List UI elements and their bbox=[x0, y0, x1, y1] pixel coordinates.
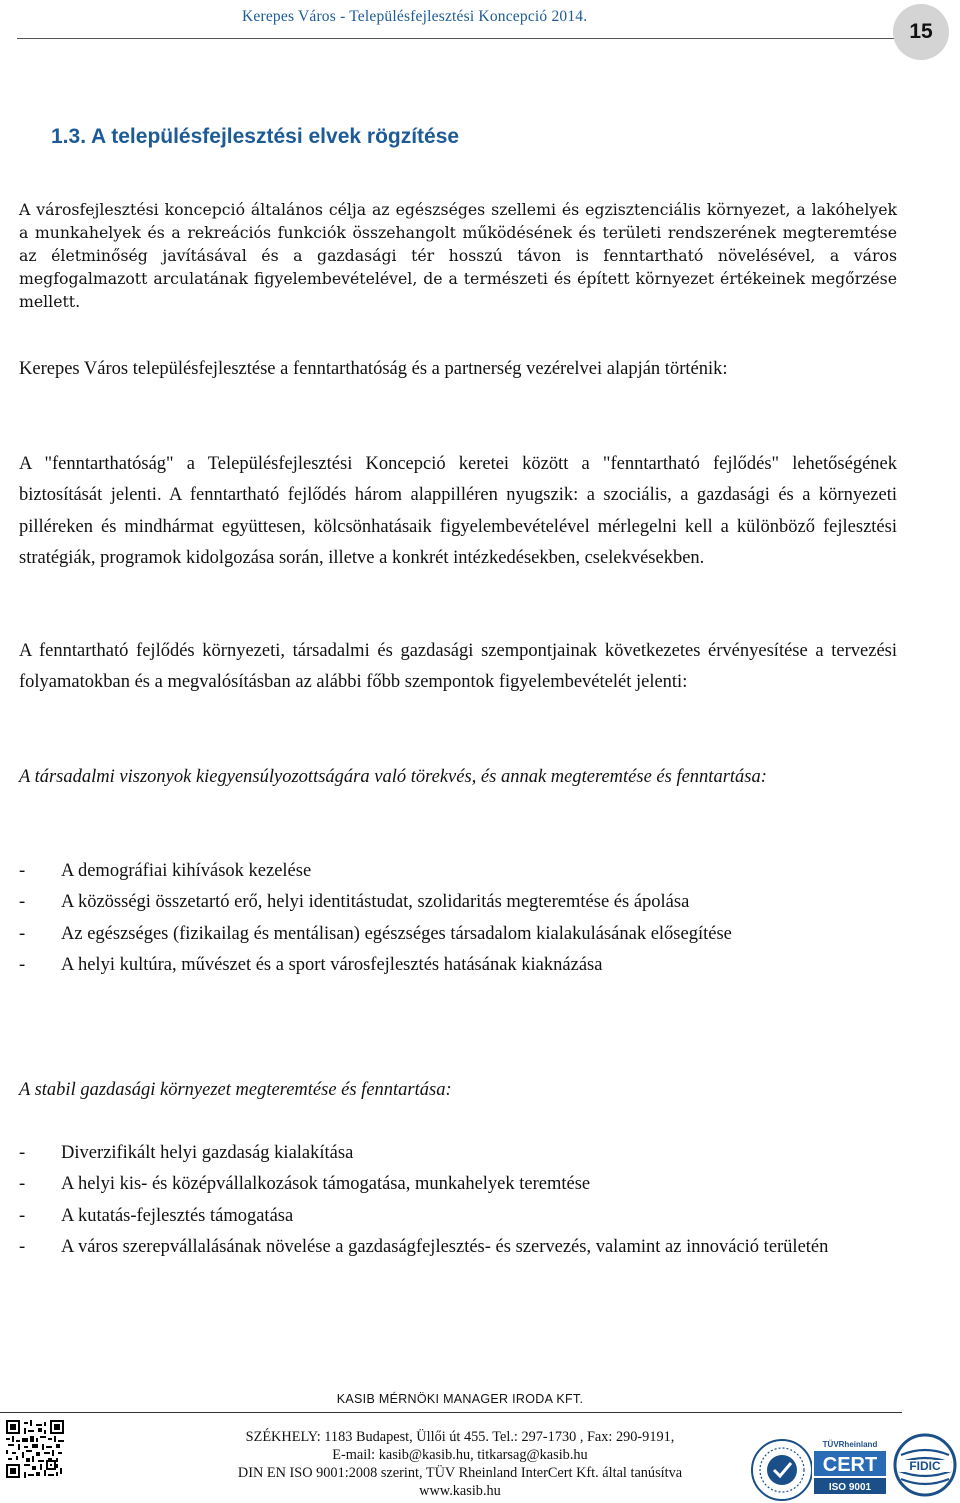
tuv-seal-icon bbox=[750, 1438, 814, 1502]
footer-certification: DIN EN ISO 9001:2008 szerint, TÜV Rheinland InterCert Kft. által tanúsítva bbox=[237, 1465, 683, 1481]
tuv-cert-iso-text: ISO 9001 bbox=[828, 1482, 872, 1493]
header-divider bbox=[17, 38, 897, 39]
footer-company-name: KASIB MÉRNÖKI MANAGER IRODA KFT. bbox=[336, 1392, 584, 1406]
page-footer bbox=[0, 1392, 960, 1503]
principles-paragraph: Kerepes Város településfejlesztése a fenntarthatóság és a partnerség vezérelvei alapján történik: bbox=[19, 359, 728, 379]
list-item: - A helyi kultúra, művészet és a sport városfejlesztés hatásának kiaknázása bbox=[19, 954, 603, 975]
page-number-badge: 15 bbox=[893, 4, 949, 60]
document-header-title: Kerepes Város - Településfejlesztési Koncepció 2014. bbox=[242, 8, 588, 25]
section-title: A településfejlesztési elvek rögzítése bbox=[91, 125, 460, 148]
list-item: - A demográfiai kihívások kezelése bbox=[19, 861, 312, 881]
footer-email: E-mail: kasib@kasib.hu, titkarsag@kasib.hu bbox=[332, 1447, 588, 1463]
footer-website: www.kasib.hu bbox=[419, 1483, 501, 1499]
footer-divider bbox=[0, 1412, 902, 1413]
list-item: - A helyi kis- és középvállalkozások támogatása, munkahelyek teremtése bbox=[19, 1174, 591, 1195]
section-heading bbox=[51, 125, 459, 149]
economic-list bbox=[19, 1138, 897, 1263]
list-item: - Az egészséges (fizikailag és mentálisan) egészséges társadalom kialakulásának elősegítése bbox=[19, 923, 732, 944]
tuv-cert-logo-icon bbox=[812, 1436, 888, 1498]
tuv-cert-main-text: CERT bbox=[822, 1454, 878, 1476]
list-item: - A közösségi összetartó erő, helyi identitástudat, szolidaritás megteremtése és ápolása bbox=[19, 892, 690, 913]
tuv-cert-brand-text: TÜVRheinland bbox=[822, 1440, 878, 1449]
list-item: - A város szerepvállalásának növelése a gazdaságfejlesztés- és szervezés, valamint az innováció területén bbox=[19, 1236, 829, 1257]
fidic-logo-icon bbox=[893, 1433, 957, 1497]
aspects-paragraph: A fenntartható fejlődés környezeti, társadalmi és gazdasági szempontjainak következetes érvényesítése a tervezési folyamatokban és a megvalósításban az alábbi főbb szempontok figyelembevételét jelenti: bbox=[19, 641, 897, 693]
economic-heading: A stabil gazdasági környezet megteremtése és fenntartása: bbox=[19, 1080, 452, 1100]
list-item: - A kutatás-fejlesztés támogatása bbox=[19, 1205, 294, 1226]
intro-paragraph: A városfejlesztési koncepció általános célja az egészséges szellemi és egzisztenciális környezet, a lakóhelyek a munkahelyek és a rekreációs funkciók összehangolt működésének és területi rendszerének megteremtése az életminőség javításával és a gazdasági tér hosszú távon is fenntartható növelésével, a város megfogalmazott arculatának figyelembevételével, de a természeti és épített környezet értékeinek megőrzése mellett. bbox=[19, 200, 897, 311]
footer-address: SZÉKHELY: 1183 Budapest, Üllői út 455. Tel.: 297-1730 , Fax: 290-9191, bbox=[245, 1429, 675, 1445]
section-number: 1.3. bbox=[51, 125, 87, 148]
social-list bbox=[19, 856, 897, 981]
social-heading: A társadalmi viszonyok kiegyensúlyozottságára való törekvés, és annak megteremtése és fenntartása: bbox=[19, 767, 767, 787]
fidic-text: FIDIC bbox=[909, 1459, 941, 1473]
list-item: - Diverzifikált helyi gazdaság kialakítása bbox=[19, 1143, 354, 1163]
sustainability-paragraph: A "fenntarthatóság" a Településfejlesztési Koncepció keretei között a "fenntartható fejlődés" lehetőségének biztosítását jelenti. A fenntartható fejlődés három alappilléren nyugszik: a szociális, a gazdasági és a környezeti pilléreken és mindhármat együttesen, kölcsönhatásaik figyelembevételével mérlegelni kell a különböző fejlesztési stratégiák, programok kidolgozása során, illetve a konkrét intézkedésekben, cselekvésekben. bbox=[19, 454, 897, 568]
